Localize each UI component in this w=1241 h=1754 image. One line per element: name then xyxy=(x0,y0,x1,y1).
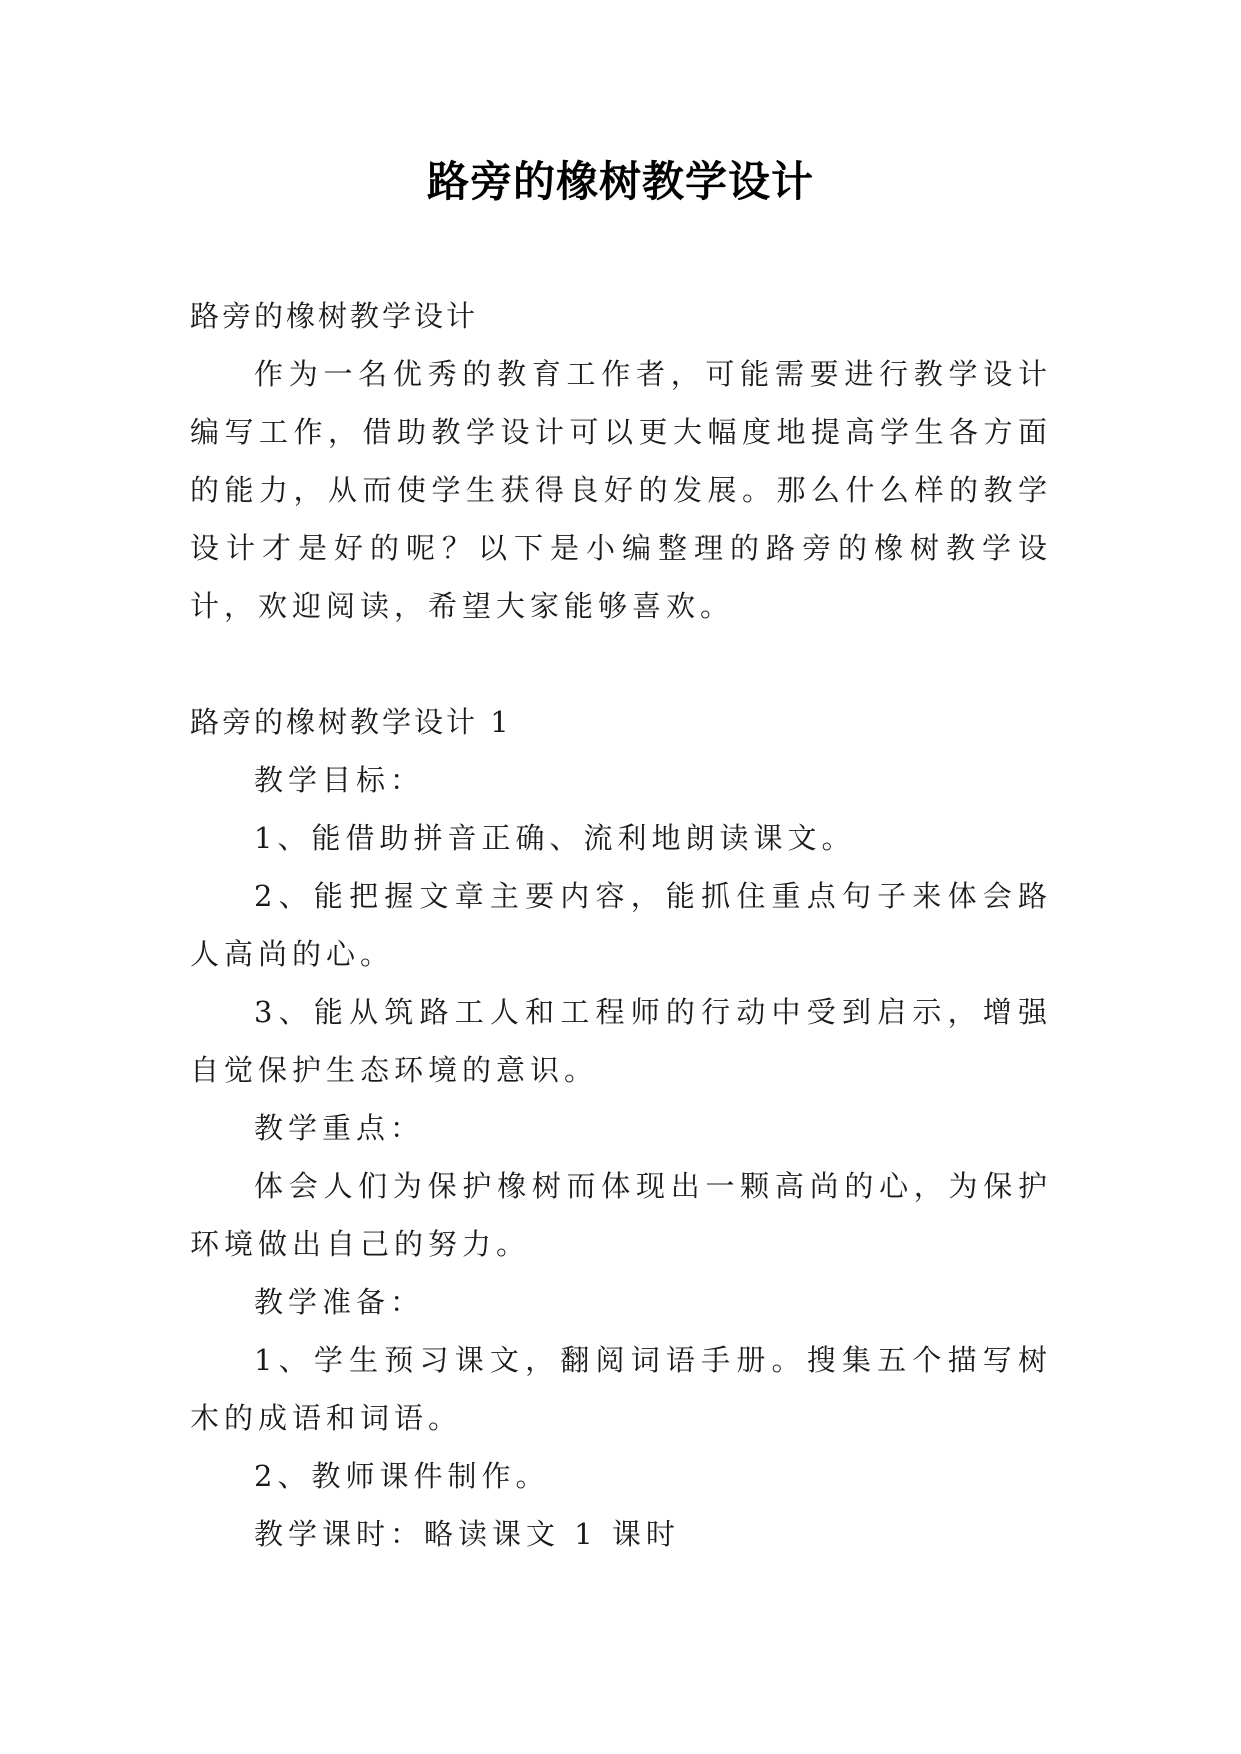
class-hours: 教学课时：略读课文 1 课时 xyxy=(254,1517,680,1551)
goals-label: 教学目标： xyxy=(254,763,425,797)
intro-paragraph: 作为一名优秀的教育工作者，可能需要进行教学设计编写工作，借助教学设计可以更大幅度地提高学生各方面的能力，从而使学生获得良好的发展。那么什么样的教学设计才是好的呢？以下是小编整理的路旁的橡树教学设计，欢迎阅读，希望大家能够喜欢。 xyxy=(190,357,1052,623)
intro-heading: 路旁的橡树教学设计 xyxy=(190,299,479,333)
document-title: 路旁的橡树教学设计 xyxy=(426,157,814,206)
goal-item-3: 3、能从筑路工人和工程师的行动中受到启示，增强自觉保护生态环境的意识。 xyxy=(190,995,1052,1087)
prep-item-2: 2、教师课件制作。 xyxy=(254,1459,550,1493)
focus-text: 体会人们为保护橡树而体现出一颗高尚的心，为保护环境做出自己的努力。 xyxy=(190,1169,1052,1261)
section1-heading: 路旁的橡树教学设计 1 xyxy=(190,705,512,739)
section-spacer xyxy=(190,635,1052,693)
document-body xyxy=(190,287,1052,1563)
prep-label: 教学准备： xyxy=(254,1285,425,1319)
goal-item-2: 2、能把握文章主要内容，能抓住重点句子来体会路人高尚的心。 xyxy=(190,879,1052,971)
prep-item-1: 1、学生预习课文，翻阅词语手册。搜集五个描写树木的成语和词语。 xyxy=(190,1343,1052,1435)
focus-label: 教学重点： xyxy=(254,1111,425,1145)
goal-item-1: 1、能借助拼音正确、流利地朗读课文。 xyxy=(254,821,856,855)
